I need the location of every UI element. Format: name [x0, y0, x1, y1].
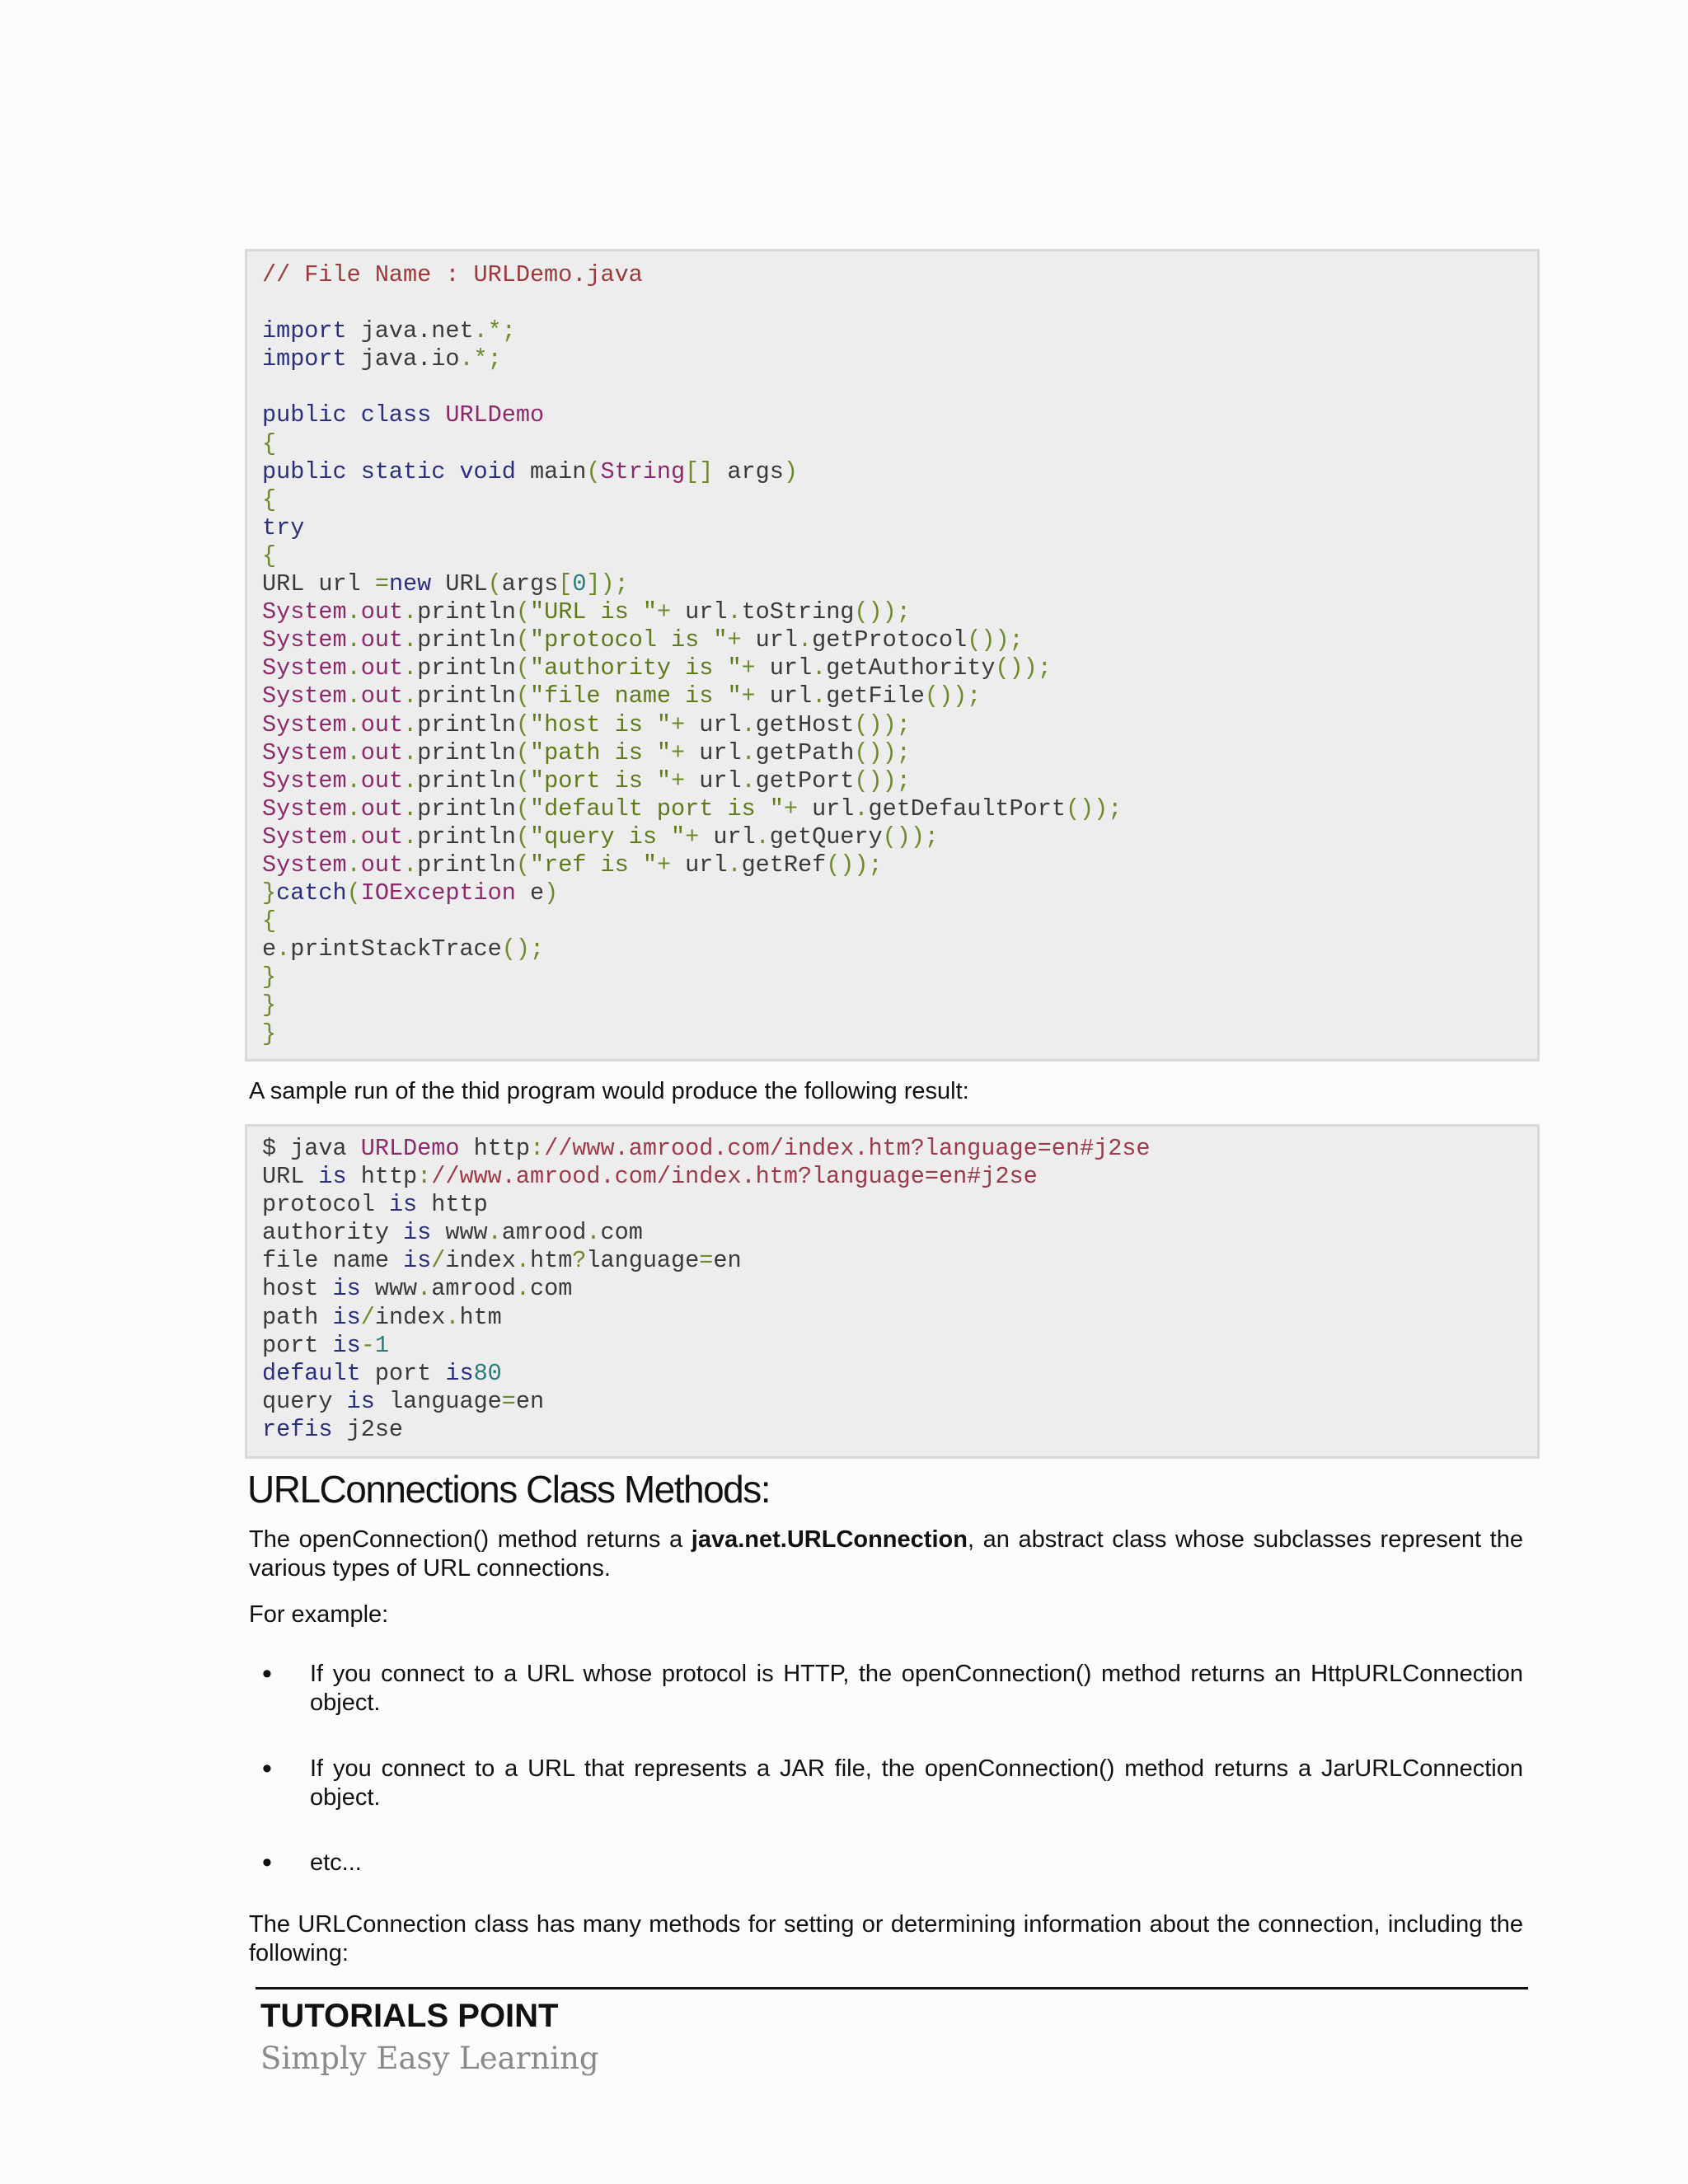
- code-line: System.out.println("authority is "+ url.getAuthority());: [262, 654, 1052, 682]
- code-line: System.out.println("host is "+ url.getHost());: [262, 710, 911, 738]
- output-line: port is-1: [262, 1331, 389, 1359]
- bullet-item-jar: If you connect to a URL that represents a JAR file, the openConnection() method returns a JarURLConnection object.: [310, 1755, 1523, 1811]
- footer-brand: TUTORIALS POINT: [260, 1998, 559, 2034]
- code-line: URL url =new URL(args[0]);: [262, 570, 629, 598]
- code-line: [262, 373, 1537, 401]
- code-line: import java.net.*;: [262, 317, 516, 345]
- bullet-item-etc: etc...: [310, 1849, 362, 1876]
- output-line: query is language=en: [262, 1387, 545, 1415]
- output-line: path is/index.htm: [262, 1303, 502, 1331]
- paragraph-openconnection: [249, 1526, 1523, 1583]
- code-line: System.out.println("default port is "+ url.getDefaultPort());: [262, 794, 1123, 823]
- output-line: authority is www.amrood.com: [262, 1219, 643, 1247]
- footer-divider: [256, 1987, 1528, 1990]
- bullet-marker: •: [262, 1753, 272, 1784]
- code-line: public class URLDemo: [262, 401, 545, 429]
- code-line: System.out.println("path is "+ url.getPath());: [262, 738, 911, 766]
- code-line: {: [262, 429, 277, 457]
- code-line: }: [262, 1019, 277, 1047]
- output-line: refis j2se: [262, 1415, 404, 1443]
- output-line: protocol is http: [262, 1191, 488, 1219]
- code-line: }: [262, 963, 277, 991]
- output-line: default port is80: [262, 1359, 502, 1387]
- code-line: System.out.println("file name is "+ url.getFile());: [262, 682, 982, 710]
- code-line: import java.io.*;: [262, 345, 502, 373]
- code-line: [262, 289, 1537, 317]
- output-line: $ java URLDemo http://www.amrood.com/index.htm?language=en#j2se: [262, 1135, 1151, 1162]
- for-example-text: For example:: [249, 1601, 389, 1628]
- code-line: // File Name : URLDemo.java: [262, 261, 643, 288]
- bullet-marker: •: [262, 1658, 272, 1690]
- paragraph-openconnection-bold: java.net.URLConnection: [691, 1526, 968, 1553]
- code-line: }catch(IOException e): [262, 879, 559, 907]
- bullet-marker: •: [262, 1847, 272, 1878]
- code-line: public static void main(String[] args): [262, 457, 798, 485]
- code-line: System.out.println("URL is "+ url.toString());: [262, 598, 911, 626]
- code-line: System.out.println("query is "+ url.getQuery());: [262, 823, 940, 851]
- intro-result-text: A sample run of the thid program would produce the following result:: [249, 1078, 969, 1104]
- code-listing: [245, 249, 1540, 1062]
- paragraph-openconnection-before: The openConnection() method returns a: [249, 1526, 692, 1553]
- code-line: {: [262, 907, 277, 935]
- code-line: e.printStackTrace();: [262, 935, 545, 963]
- code-line: {: [262, 541, 277, 569]
- code-line: System.out.println("port is "+ url.getPort());: [262, 766, 911, 794]
- section-heading: URLConnections Class Methods:: [247, 1468, 771, 1511]
- code-line: System.out.println("protocol is "+ url.getProtocol());: [262, 626, 1024, 654]
- code-line: try: [262, 513, 305, 541]
- output-line: file name is/index.htm?language=en: [262, 1247, 742, 1275]
- code-line: }: [262, 991, 277, 1019]
- paragraph-urlconnection-methods: The URLConnection class has many methods for setting or determining information about the connection, including the following:: [249, 1911, 1523, 1966]
- footer-tagline: Simply Easy Learning: [260, 2041, 599, 2076]
- code-line: {: [262, 485, 277, 513]
- output-listing: [245, 1124, 1540, 1459]
- bullet-item-http: If you connect to a URL whose protocol is HTTP, the openConnection() method returns an HttpURLConnection object.: [310, 1661, 1523, 1716]
- output-line: host is www.amrood.com: [262, 1275, 573, 1303]
- paragraph-openconnection-after: , an abstract class whose subclasses represent the various types of URL connections.: [249, 1526, 1523, 1582]
- code-line: System.out.println("ref is "+ url.getRef());: [262, 851, 883, 879]
- output-line: URL is http://www.amrood.com/index.htm?language=en#j2se: [262, 1163, 1038, 1191]
